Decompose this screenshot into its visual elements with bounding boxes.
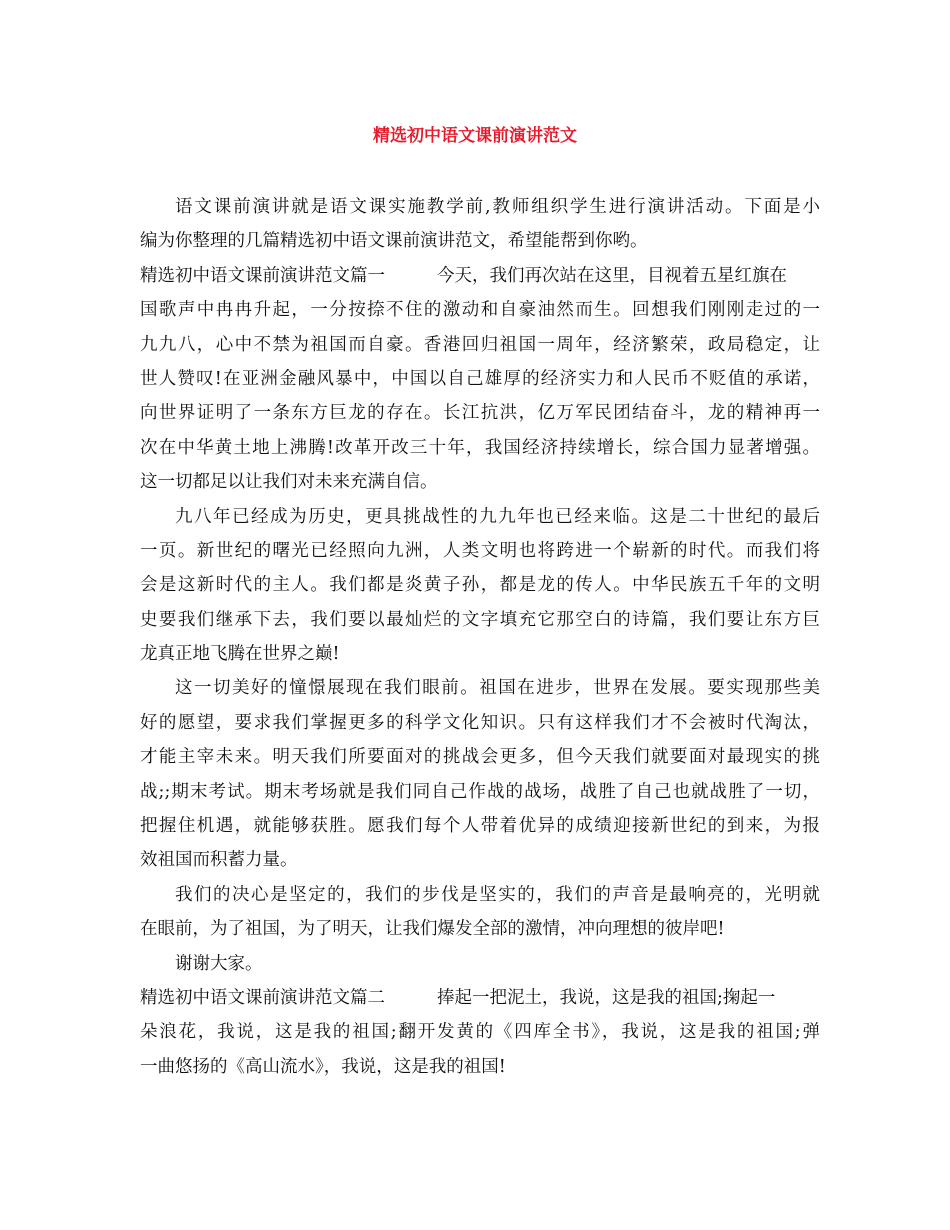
text-line: 会是这新时代的主人。我们都是炎黄子孙，都是龙的传人。中华民族五千年的文明 <box>140 575 820 596</box>
text-line: 这一切美好的憧憬展现在我们眼前。祖国在进步，世界在发展。要实现那些美 <box>175 678 820 699</box>
text-line: 语文课前演讲就是语文课实施教学前,教师组织学生进行演讲活动。下面是小 <box>175 197 820 217</box>
text-line: 这一切都足以让我们对未来充满自信。 <box>140 472 438 493</box>
text-line: 战;;期末考试。期末考场就是我们同自己作战的战场，战胜了自己也就战胜了一切， <box>140 781 820 802</box>
text-line <box>140 259 820 293</box>
text-line: 龙真正地飞腾在世界之巅! <box>140 644 340 665</box>
text-line: 九八年已经成为历史，更具挑战性的九九年也已经来临。这是二十世纪的最后 <box>175 506 820 527</box>
document-body <box>140 190 820 1084</box>
text-line: 朵浪花，我说，这是我的祖国;翻开发黄的《四库全书》，我说，这是我的祖国;弹 <box>140 1022 820 1043</box>
text-line: 效祖国而积蓄力量。 <box>140 850 298 871</box>
text-line: 把握住机遇，就能够获胜。愿我们每个人带着优异的成绩迎接新世纪的到来，为报 <box>140 816 820 837</box>
text-line: 我们的决心是坚定的，我们的步伐是坚实的，我们的声音是最响亮的，光明就 <box>175 884 820 905</box>
text-line: 谢谢大家。 <box>175 953 263 974</box>
line-text: 今天，我们再次站在这里，目视着五星红旗在 <box>437 265 787 286</box>
text-line: 在眼前，为了祖国，为了明天，让我们爆发全部的激情，冲向理想的彼岸吧! <box>140 919 725 940</box>
text-line: 国歌声中冉冉升起，一分按捺不住的激动和自豪油然而生。回想我们刚刚走过的一 <box>140 300 820 321</box>
line-text: 捧起一把泥土，我说，这是我的祖国;掬起一 <box>437 987 776 1008</box>
text-line: 一曲悠扬的《高山流水》，我说，这是我的祖国! <box>140 1056 506 1077</box>
text-line: 次在中华黄土地上沸腾!改革开改三十年，我国经济持续增长，综合国力显著增强。 <box>140 437 820 458</box>
text-line: 才能主宰未来。明天我们所要面对的挑战会更多，但今天我们就要面对最现实的挑 <box>140 747 820 768</box>
text-line: 世人赞叹!在亚洲金融风暴中，中国以自己雄厚的经济实力和人民币不贬值的承诺， <box>140 368 820 389</box>
text-line: 好的愿望，要求我们掌握更多的科学文化知识。只有这样我们才不会被时代淘汰， <box>140 712 820 733</box>
text-line: 史要我们继承下去，我们要以最灿烂的文字填充它那空白的诗篇，我们要让东方巨 <box>140 609 820 630</box>
text-line: 一页。新世纪的曙光已经照向九洲，人类文明也将跨进一个崭新的时代。而我们将 <box>140 540 820 561</box>
document-title: 精选初中语文课前演讲范文 <box>373 126 577 146</box>
section-heading: 精选初中语文课前演讲范文篇二 <box>140 987 385 1008</box>
text-line: 编为你整理的几篇精选初中语文课前演讲范文，希望能帮到你哟。 <box>140 231 648 252</box>
text-line <box>140 981 820 1015</box>
text-line: 九九八，心中不禁为祖国而自豪。香港回归祖国一周年，经济繁荣，政局稳定，让 <box>140 334 820 355</box>
section-heading: 精选初中语文课前演讲范文篇一 <box>140 265 385 286</box>
text-line: 向世界证明了一条东方巨龙的存在。长江抗洪，亿万军民团结奋斗，龙的精神再一 <box>140 403 820 424</box>
